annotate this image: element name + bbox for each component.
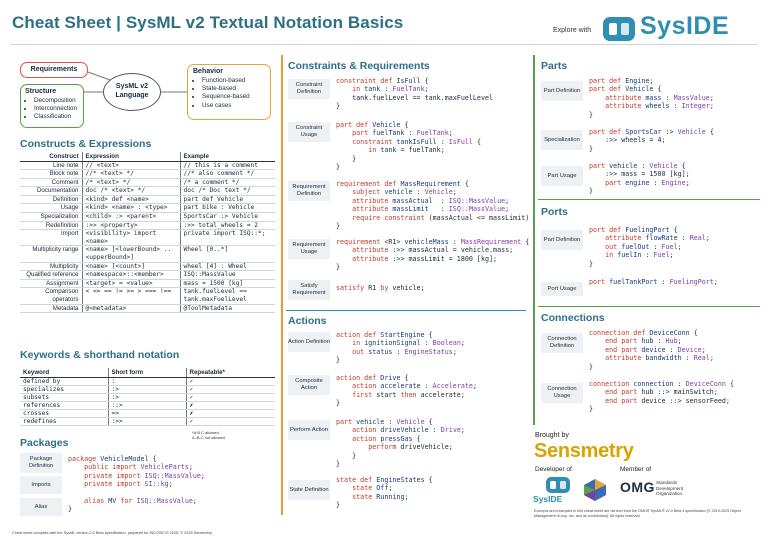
construct-example: private import ISQ::*; — [180, 230, 275, 246]
keyword-row — [20, 409, 275, 417]
construct-row — [20, 161, 275, 170]
label-constraint-usage: Constraint Usage — [288, 122, 330, 142]
construct-expression: <kind> def <name> — [82, 195, 180, 204]
keyword-row — [20, 417, 275, 425]
label-port-usage: Port Usage — [541, 282, 583, 296]
connections-heading: Connections — [541, 312, 605, 324]
construct-example: tank.fuelLevel == tank.maxFuelLevel — [180, 288, 275, 304]
construct-example: SportsCar :> Vehicle — [180, 213, 275, 222]
construct-name: Import — [20, 230, 82, 246]
keyword-repeatable: ✗ — [186, 409, 275, 417]
construct-row — [20, 271, 275, 280]
construct-name: Multiplicity range — [20, 246, 82, 262]
constraint-usage-code: part def Vehicle { part fuelTank : FuelTank; constraint tankIsFull : IsFull { in tank = fuelTank; } } — [336, 121, 481, 172]
satisfy-code: satisfy R1 by vehicle; — [336, 284, 425, 292]
label-requirement-usage: Requirement Usage — [288, 239, 330, 259]
specialization-code: part def SportsCar :> Vehicle { :>> wheels = 4; } — [589, 128, 714, 153]
label-composite-action: Composite Action — [288, 375, 330, 395]
syside-small-logo-icon — [545, 476, 571, 494]
construct-expression: <name> [<count>] — [82, 262, 180, 271]
construct-name: Comment — [20, 178, 82, 187]
explore-label: Explore with — [553, 27, 592, 34]
connection-definition-code: connection def DeviceConn { end part hub : Hub; end part device : Device; attribute bandwidth : Real; } — [589, 329, 714, 371]
label-part-definition: Part Definition — [541, 81, 583, 101]
keyword-row — [20, 393, 275, 401]
perform-action-code: part vehicle : Vehicle { action driveVehicle : Drive; action pressGas { perform driveVehicle; } } — [336, 418, 465, 469]
construct-name: Metadata — [20, 304, 82, 313]
label-action-definition: Action Definition — [288, 332, 330, 352]
construct-example: part def Vehicle — [180, 195, 275, 204]
part-definition-code: part def Engine; part def Vehicle { attribute mass : MassValue; attribute wheels : Integer; } — [589, 77, 714, 119]
keyword-row — [20, 377, 275, 385]
keyword-repeatable: ✓ — [186, 385, 275, 393]
label-satisfy-requirement: Satisfy Requirement — [288, 280, 330, 300]
construct-example: mass = 1500 [kg] — [180, 279, 275, 288]
construct-name: Qualified reference — [20, 271, 82, 280]
constraints-heading: Constraints & Requirements — [288, 60, 430, 72]
page-title: Cheat Sheet | SysML v2 Textual Notation Basics — [12, 13, 404, 32]
keyword-short-form: ::> — [108, 401, 186, 409]
sysml-language-node: SysML v2 Language — [103, 73, 161, 111]
construct-example: // this is a comment — [180, 161, 275, 170]
divider-actions — [286, 310, 526, 311]
construct-row — [20, 221, 275, 230]
keyword-short-form: :> — [108, 385, 186, 393]
brought-by-label: Brought by — [535, 432, 569, 439]
behavior-box: Behavior • Function-based • State-based • Sequence-based • Use cases — [187, 64, 271, 120]
label-package-definition: Package Definition — [20, 453, 62, 473]
construct-name: Redefinition — [20, 221, 82, 230]
keyword-name: crosses — [20, 409, 108, 417]
constructs-table: Construct Expression Example Line note // <text> // this is a comment Block note //* <text> */ //* also comment */ Comment /* <text> */ /* a comment */ Documentation doc /* <text> */ doc /* Doc text */ Definition <kind> def <name> part def Vehicle Usage <kind> <name> : <type> part bike : Vehicle Specialization <child> :> <parent> SportsCar :> Vehicle Redefinition :>> <property> :>> total_wheels = 2 Import <visibility> import <name> private import ISQ::*; Multiplicity range <name> [<lowerBound> ..<upperBound>] Wheel [0..*] Multiplicity <name> [<count>] wheel [4] : Wheel Qualified reference <namespace>::<member> ISQ::MassValue Assignment <target> = <value> mass = 1500 [kg] Comparison operators < <= == != >= > === !== tank.fuelLevel == tank.maxFuelLevel Metadata @<metadata> @ToolMetadata — [20, 152, 275, 313]
ports-heading: Ports — [541, 206, 568, 218]
divider-connections — [538, 306, 760, 307]
construct-name: Definition — [20, 195, 82, 204]
syside-brand[interactable]: SysIDE — [640, 12, 730, 40]
label-state-definition: State Definition — [288, 480, 330, 500]
construct-name: Documentation — [20, 187, 82, 196]
requirement-usage-code: requirement <R1> vehicleMass : MassRequirement { attribute :>> massActual = vehicle.mass; attribute :>> massLimit = 1800 [kg]; } — [336, 238, 530, 272]
constructs-heading: Constructs & Expressions — [20, 138, 152, 150]
structure-box: Structure • Decomposition • Interconnection • Classification — [20, 84, 84, 128]
keywords-table: Keyword Short form Repeatable* defined by : ✓ specializes :> ✓ subsets :> ✓ references ::> ✗ crosses => ✗ redefines :>> ✓ — [20, 368, 275, 426]
actions-heading: Actions — [288, 315, 327, 327]
footer-note: Cheat sheet complies with the SysML version 2.0 Beta specification, prepared for INCOSE IS 2025. © 2025 Sensmetry. — [12, 531, 213, 535]
construct-expression: <target> = <value> — [82, 279, 180, 288]
label-alias: Alias — [20, 498, 62, 516]
construct-row — [20, 170, 275, 179]
port-definition-code: port def FuelingPort { attribute flowRate : Real; out fuelOut : Fuel; in fuelIn : Fuel; } — [589, 226, 710, 268]
keyword-row — [20, 401, 275, 409]
requirement-definition-code: requirement def MassRequirement { subject vehicle : Vehicle; attribute massActual : ISQ::MassValue; attribute massLimit : ISQ::MassValue; require constraint (massActual <= massLimit) } — [336, 180, 530, 231]
construct-row — [20, 178, 275, 187]
construct-name: Comparison operators — [20, 288, 82, 304]
construct-expression: @<metadata> — [82, 304, 180, 313]
construct-row — [20, 213, 275, 222]
label-connection-usage: Connection Usage — [541, 383, 583, 403]
keywords-legend: *A:B,C allowed A::B,C not allowed — [192, 430, 225, 440]
construct-expression: /* <text> */ — [82, 178, 180, 187]
member-of-label: Member of — [620, 466, 652, 473]
keywords-heading: Keywords & shorthand notation — [20, 349, 180, 361]
composite-action-code: action def Drive { action accelerate : Accelerate; first start then accelerate; } — [336, 374, 477, 408]
construct-name: Specialization — [20, 213, 82, 222]
construct-name: Line note — [20, 161, 82, 170]
construct-name: Multiplicity — [20, 262, 82, 271]
keyword-short-form: :> — [108, 393, 186, 401]
divider-ports — [538, 199, 760, 200]
construct-example: //* also comment */ — [180, 170, 275, 179]
label-specialization: Specialization — [541, 130, 583, 150]
label-constraint-definition: Constraint Definition — [288, 79, 330, 99]
construct-example: wheel [4] : Wheel — [180, 262, 275, 271]
part-usage-code: part vehicle : Vehicle { :>> mass = 1500 [kg]; part engine : Engine; } — [589, 162, 690, 196]
construct-expression: :>> <property> — [82, 221, 180, 230]
requirements-box: Requirements — [20, 62, 88, 78]
constraint-definition-code: constraint def IsFull { in tank : FuelTank; tank.fuelLevel == tank.maxFuelLevel } — [336, 77, 494, 111]
keyword-short-form: => — [108, 409, 186, 417]
keyword-name: defined by — [20, 377, 108, 385]
keyword-repeatable: ✓ — [186, 417, 275, 425]
label-imports: Imports — [20, 476, 62, 494]
action-definition-code: action def StartEngine { in ignitionSignal : Boolean; out status : EngineStatus; } — [336, 331, 465, 365]
construct-example: @ToolMetadata — [180, 304, 275, 313]
construct-example: Wheel [0..*] — [180, 246, 275, 262]
construct-expression: < <= == != >= > === !== — [82, 288, 180, 304]
syside-small-brand: SysIDE — [533, 494, 563, 504]
construct-example: /* a comment */ — [180, 178, 275, 187]
packages-code: package VehicleModel { public import VehicleParts; private import ISQ::MassValue; private import SI::kg; alias MV for ISQ::MassValue; } — [68, 455, 205, 514]
keyword-repeatable: ✗ — [186, 401, 275, 409]
developer-of-label: Developer of — [535, 466, 572, 473]
construct-row — [20, 304, 275, 313]
construct-row — [20, 195, 275, 204]
label-part-usage: Part Usage — [541, 166, 583, 186]
keyword-name: subsets — [20, 393, 108, 401]
keyword-name: references — [20, 401, 108, 409]
divider-parts — [533, 55, 535, 425]
label-port-definition: Part Definition — [541, 230, 583, 250]
construct-name: Block note — [20, 170, 82, 179]
packages-heading: Packages — [20, 437, 69, 449]
construct-example: :>> total_wheels = 2 — [180, 221, 275, 230]
construct-row — [20, 230, 275, 246]
omg-logo: OMG — [620, 479, 655, 495]
incose-logo-icon — [583, 478, 607, 502]
construct-row — [20, 279, 275, 288]
construct-example: ISQ::MassValue — [180, 271, 275, 280]
construct-expression: <visibility> import <name> — [82, 230, 180, 246]
label-connection-definition: Connection Definition — [541, 333, 583, 353]
keyword-row — [20, 385, 275, 393]
construct-expression: doc /* <text> */ — [82, 187, 180, 196]
keyword-name: redefines — [20, 417, 108, 425]
keyword-short-form: :>> — [108, 417, 186, 425]
construct-name: Assignment — [20, 279, 82, 288]
construct-row — [20, 187, 275, 196]
connection-usage-code: connection connection : DeviceConn { end part hub ::> mainSwitch; end part device ::> sensorFeed; } — [589, 380, 734, 414]
construct-row — [20, 288, 275, 304]
label-perform-action: Perform Action — [288, 420, 330, 440]
construct-example: part bike : Vehicle — [180, 204, 275, 213]
omg-subtitle: Standards Development Organization. — [656, 480, 684, 496]
construct-row — [20, 204, 275, 213]
parts-heading: Parts — [541, 60, 568, 72]
sensmetry-logo[interactable]: Sensmetry — [534, 440, 634, 462]
construct-row — [20, 262, 275, 271]
construct-row — [20, 246, 275, 262]
keyword-repeatable: ✓ — [186, 377, 275, 385]
construct-expression: <namespace>::<member> — [82, 271, 180, 280]
keyword-short-form: : — [108, 377, 186, 385]
construct-expression: // <text> — [82, 161, 180, 170]
construct-expression: //* <text> */ — [82, 170, 180, 179]
construct-expression: <child> :> <parent> — [82, 213, 180, 222]
construct-example: doc /* Doc text */ — [180, 187, 275, 196]
divider-constraints — [281, 55, 283, 515]
syside-logo-icon — [602, 15, 636, 43]
port-usage-code: port fuelTankPort : FuelingPort; — [589, 278, 718, 286]
keyword-name: specializes — [20, 385, 108, 393]
disclaimer-text: Excerpts and examples in this cheat sheet are derived from the OMG® SysML® v2.0 Beta 4 specification (© 2019-2025 Object Management Group, Inc. and its contributors). All rights reserved. — [534, 509, 741, 518]
construct-expression: <kind> <name> : <type> — [82, 204, 180, 213]
keyword-repeatable: ✓ — [186, 393, 275, 401]
label-requirement-definition: Requirement Definition — [288, 181, 330, 201]
construct-name: Usage — [20, 204, 82, 213]
state-definition-code: state def EngineStates { state Off; state Running; } — [336, 476, 433, 510]
construct-expression: <name> [<lowerBound> ..<upperBound>] — [82, 246, 180, 262]
